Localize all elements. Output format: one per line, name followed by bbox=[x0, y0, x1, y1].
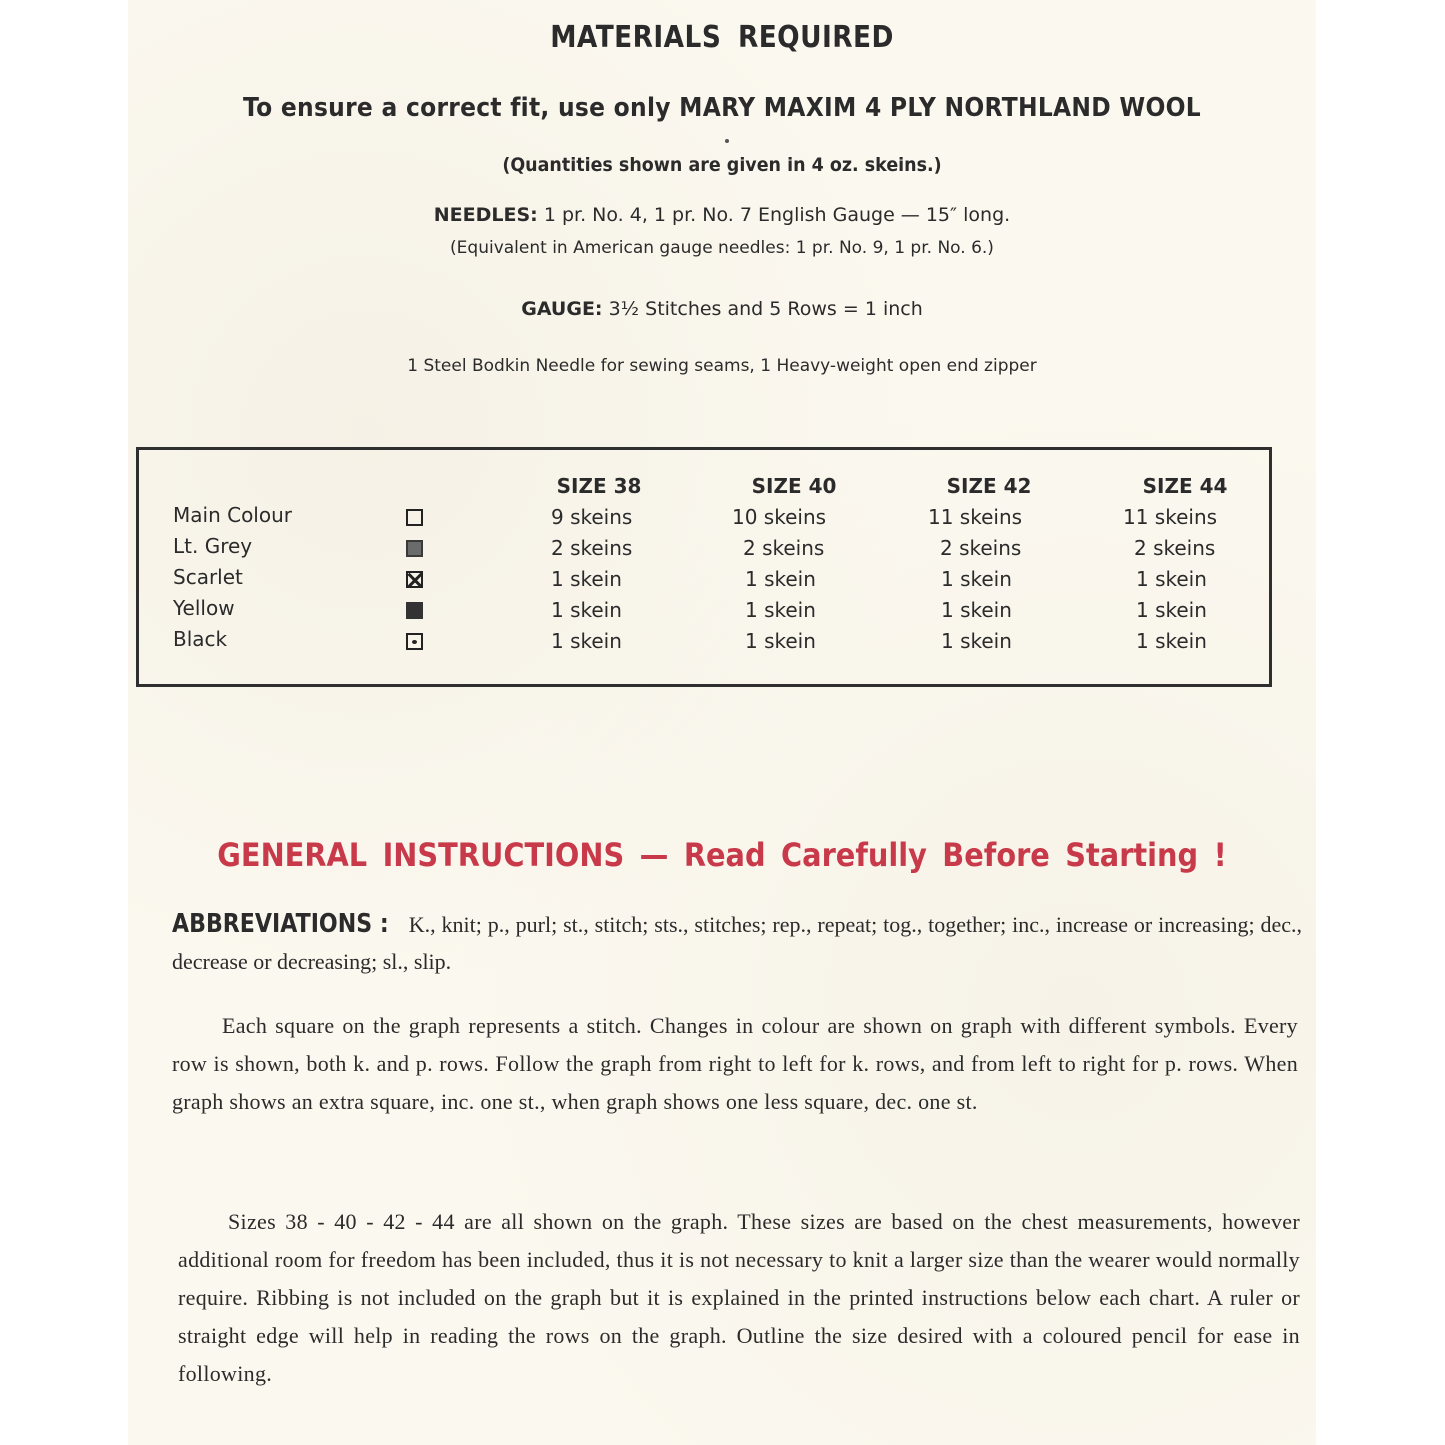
size-header-44: SIZE 44 bbox=[1142, 474, 1228, 498]
abbreviations-label: ABBREVIATIONS : bbox=[172, 909, 389, 939]
gauge-text: 3½ Stitches and 5 Rows = 1 inch bbox=[608, 298, 923, 320]
yarn-quantity-table bbox=[136, 447, 1272, 687]
wool-requirement: To ensure a correct fit, use only MARY MAXIM 4 PLY NORTHLAND WOOL bbox=[243, 93, 1201, 123]
graph-reading-paragraph: Each square on the graph represents a stitch. Changes in colour are shown on graph with different symbols. Every row is shown, both k. and p. rows. Follow the graph from right to left for k. rows, and from left to right for p. rows. When graph shows an extra square, inc. one st., when graph shows one less square, dec. one st. bbox=[172, 1013, 1298, 1114]
qty-cell: 1 skein bbox=[1136, 567, 1207, 591]
qty-cell: 1 skein bbox=[551, 598, 622, 622]
grey-filled-square-icon bbox=[406, 540, 423, 557]
size-header-42: SIZE 42 bbox=[946, 474, 1032, 498]
qty-cell: 1 skein bbox=[1136, 629, 1207, 653]
qty-cell: 1 skein bbox=[551, 629, 622, 653]
sizes-paragraph: Sizes 38 - 40 - 42 - 44 are all shown on the graph. These sizes are based on the chest measurements, however additional room for freedom has been included, thus it is not necessary to knit a larger size than the wearer would normally require. Ribbing is not included on the graph but it is explained in the printed instructions below each chart. A ruler or straight edge will help in reading the rows on the graph. Outline the size desired with a coloured pencil for ease in following. bbox=[178, 1209, 1300, 1386]
gauge-line bbox=[128, 298, 1316, 320]
qty-cell: 2 skeins bbox=[1134, 536, 1216, 560]
gauge-label: GAUGE: bbox=[521, 298, 603, 320]
size-header-40: SIZE 40 bbox=[751, 474, 837, 498]
pattern-page bbox=[128, 0, 1316, 1445]
extra-materials: 1 Steel Bodkin Needle for sewing seams, 1 Heavy-weight open end zipper bbox=[407, 356, 1037, 376]
qty-cell: 2 skeins bbox=[743, 536, 825, 560]
qty-cell: 2 skeins bbox=[551, 536, 633, 560]
qty-cell: 9 skeins bbox=[551, 505, 633, 529]
qty-cell: 1 skein bbox=[745, 598, 816, 622]
qty-cell: 11 skeins bbox=[1123, 505, 1218, 529]
materials-title: MATERIALS REQUIRED bbox=[550, 20, 894, 55]
qty-cell: 1 skein bbox=[551, 567, 622, 591]
colour-yellow: Yellow bbox=[173, 596, 235, 620]
colour-black: Black bbox=[173, 627, 228, 651]
qty-cell: 1 skein bbox=[745, 629, 816, 653]
colour-lt-grey: Lt. Grey bbox=[173, 534, 253, 558]
needles-label: NEEDLES: bbox=[433, 204, 538, 226]
abbreviations-text: K., knit; p., purl; st., stitch; sts., stitches; rep., repeat; tog., together; inc., increase or increasing; dec., decrease or decreasing; sl., slip. bbox=[172, 912, 1302, 974]
empty-square-icon bbox=[406, 509, 423, 526]
qty-cell: 1 skein bbox=[1136, 598, 1207, 622]
abbreviations-block bbox=[172, 906, 1302, 980]
needles-equivalent: (Equivalent in American gauge needles: 1 pr. No. 9, 1 pr. No. 6.) bbox=[450, 238, 994, 258]
x-square-icon bbox=[406, 571, 423, 588]
quantities-note: (Quantities shown are given in 4 oz. skeins.) bbox=[502, 154, 942, 176]
colour-main: Main Colour bbox=[173, 503, 292, 527]
qty-cell: 1 skein bbox=[941, 598, 1012, 622]
qty-cell: 2 skeins bbox=[940, 536, 1022, 560]
needles-text: 1 pr. No. 4, 1 pr. No. 7 English Gauge — 15″ long. bbox=[543, 204, 1011, 226]
qty-cell: 1 skein bbox=[941, 567, 1012, 591]
qty-cell: 11 skeins bbox=[928, 505, 1023, 529]
qty-cell: 1 skein bbox=[941, 629, 1012, 653]
bullet-dot-icon bbox=[725, 139, 729, 143]
dot-square-icon bbox=[406, 633, 423, 650]
general-instructions-title: GENERAL INSTRUCTIONS — Read Carefully Before Starting ! bbox=[217, 836, 1227, 874]
colour-scarlet: Scarlet bbox=[173, 565, 243, 589]
qty-cell: 1 skein bbox=[745, 567, 816, 591]
needles-line bbox=[128, 204, 1316, 226]
qty-cell: 10 skeins bbox=[732, 505, 827, 529]
black-filled-square-icon bbox=[406, 602, 423, 619]
size-header-38: SIZE 38 bbox=[556, 474, 642, 498]
